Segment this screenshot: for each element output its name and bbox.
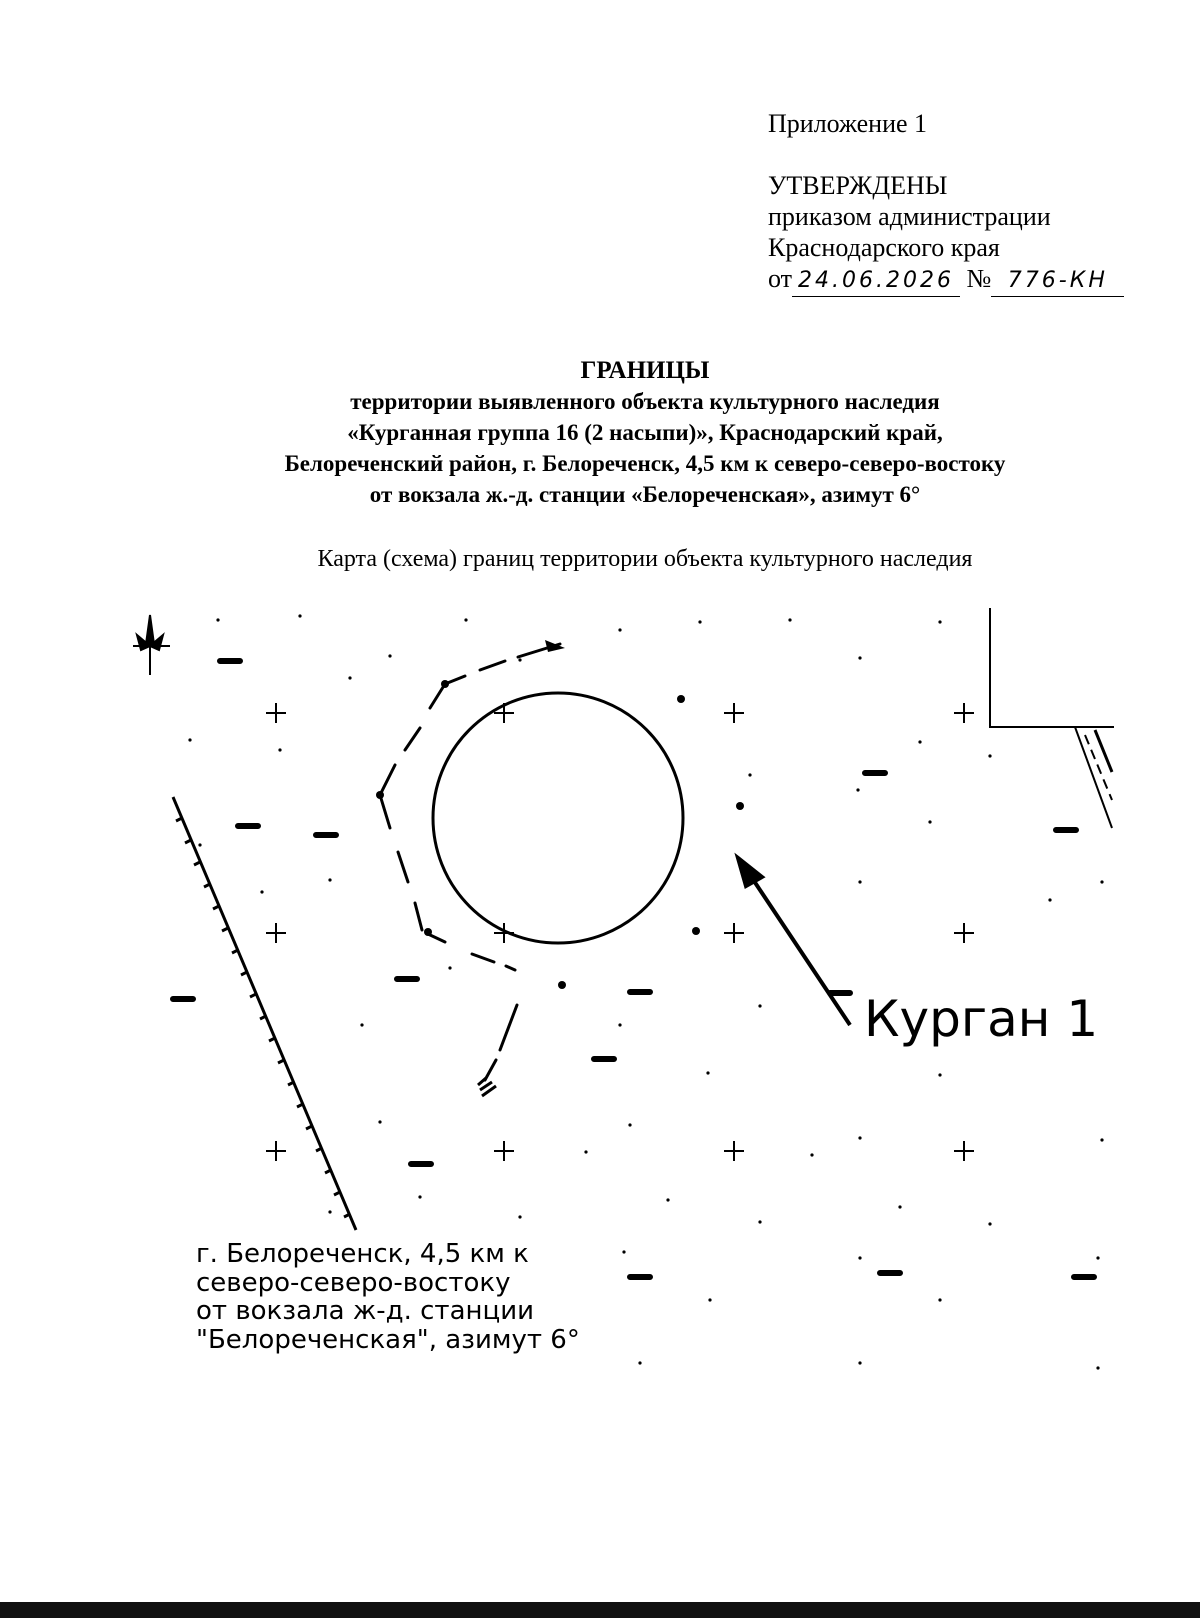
date-prefix: от (768, 264, 793, 293)
appendix-label: Приложение 1 (768, 109, 928, 138)
region-label: Краснодарского края (768, 233, 1000, 262)
building-outline (990, 608, 1114, 828)
address-line-1: г. Белореченск, 4,5 км к (196, 1239, 529, 1269)
order-date: 24.06.2026 (792, 265, 960, 297)
title-line-1: территории выявленного объекта культурного наследия (350, 389, 940, 414)
approved-label: УТВЕРЖДЕНЫ (768, 171, 948, 200)
number-prefix: № (966, 264, 992, 293)
title-line-4: от вокзала ж.-д. станции «Белореченская», азимут 6° (369, 482, 921, 507)
scan-edge (0, 1602, 1200, 1618)
territory-boundary (380, 644, 560, 1080)
kurgan-label: Курган 1 (864, 990, 1099, 1048)
kurgan-circle (433, 693, 683, 943)
address-line-3: от вокзала ж-д. станции (196, 1296, 534, 1326)
order-number: 776-КН (991, 265, 1124, 297)
map-caption: Карта (схема) границ территории объекта культурного наследия (317, 546, 973, 572)
order-date-line (768, 263, 1124, 297)
relief-marks (173, 661, 1094, 1277)
document-title (0, 355, 1200, 510)
title-line-2: «Курганная группа 16 (2 насыпи)», Краснодарский край, (347, 420, 943, 445)
title-heading: ГРАНИЦЫ (580, 357, 710, 384)
boundary-map (0, 600, 1200, 1400)
approval-block (768, 108, 1124, 297)
order-label: приказом администрации (768, 202, 1051, 231)
railway-line (173, 797, 356, 1230)
title-line-3: Белореченский район, г. Белореченск, 4,5 км к северо-северо-востоку (284, 451, 1006, 476)
label-arrow (738, 858, 850, 1025)
address-line-4: "Белореченская", азимут 6° (196, 1324, 580, 1355)
address-line-2: северо-северо-востоку (196, 1267, 511, 1298)
north-arrow-icon (133, 615, 170, 675)
map-address-label (196, 1240, 636, 1354)
